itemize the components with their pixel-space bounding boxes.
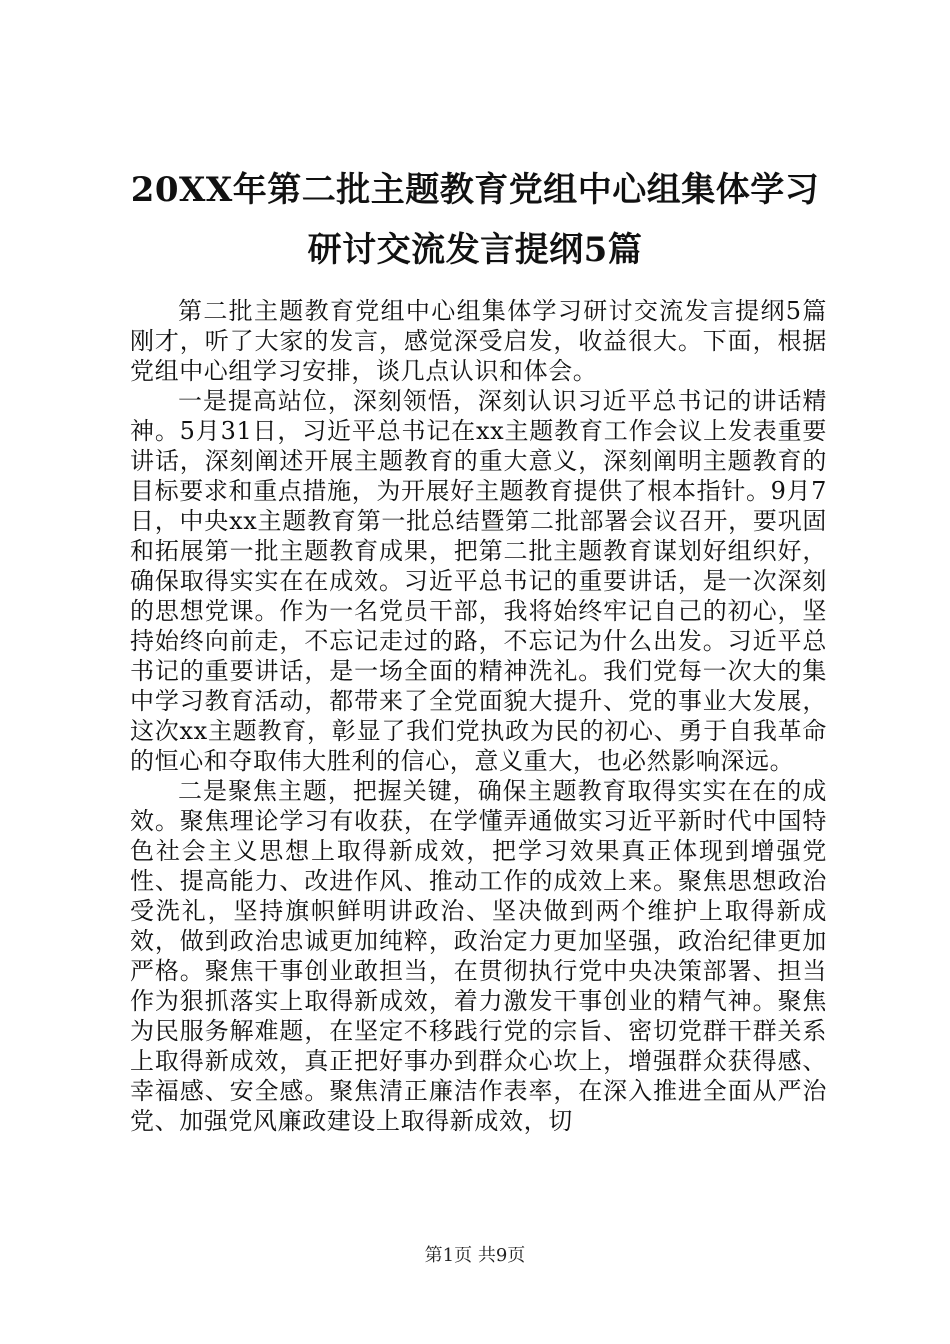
title-line-2: 研讨交流发言提纲5篇 [307, 230, 643, 270]
paragraph-intro: 第二批主题教育党组中心组集体学习研讨交流发言提纲5篇刚才，听了大家的发言，感觉深受启发，收益很大。下面，根据党组中心组学习安排，谈几点认识和体会。 [130, 297, 827, 385]
page-number-footer: 第1页 共9页 [424, 1245, 526, 1266]
document-title [120, 160, 830, 280]
paragraph-point-1: 一是提高站位，深刻领悟，深刻认识习近平总书记的讲话精神。5月31日，习近平总书记在xx主题教育工作会议上发表重要讲话，深刻阐述开展主题教育的重大意义，深刻阐明主题教育的目标要求和重点措施，为开展好主题教育提供了根本指针。9月7日，中央xx主题教育第一批总结暨第二批部署会议召开，要巩固和拓展第一批主题教育成果，把第二批主题教育谋划好组织好，确保取得实实在在成效。习近平总书记的重要讲话，是一次深刻的思想党课。作为一名党员干部，我将始终牢记自己的初心，坚持始终向前走，不忘记走过的路，不忘记为什么出发。习近平总书记的重要讲话，是一场全面的精神洗礼。我们党每一次大的集中学习教育活动，都带来了全党面貌大提升、党的事业大发展，这次xx主题教育，彰显了我们党执政为民的初心、勇于自我革命的恒心和夺取伟大胜利的信心，意义重大，也必然影响深远。 [130, 387, 827, 775]
document-body [130, 296, 827, 1136]
title-line-1: 20XX年第二批主题教育党组中心组集体学习 [130, 170, 820, 210]
paragraph-point-2: 二是聚焦主题，把握关键，确保主题教育取得实实在在的成效。聚焦理论学习有收获，在学懂弄通做实习近平新时代中国特色社会主义思想上取得新成效，把学习效果真正体现到增强党性、提高能力、改进作风、推动工作的成效上来。聚焦思想政治受洗礼，坚持旗帜鲜明讲政治、坚决做到两个维护上取得新成效，做到政治忠诚更加纯粹，政治定力更加坚强，政治纪律更加严格。聚焦干事创业敢担当，在贯彻执行党中央决策部署、担当作为狠抓落实上取得新成效，着力激发干事创业的精气神。聚焦为民服务解难题，在坚定不移践行党的宗旨、密切党群干群关系上取得新成效，真正把好事办到群众心坎上，增强群众获得感、幸福感、安全感。聚焦清正廉洁作表率，在深入推进全面从严治党、加强党风廉政建设上取得新成效，切 [130, 777, 827, 1135]
